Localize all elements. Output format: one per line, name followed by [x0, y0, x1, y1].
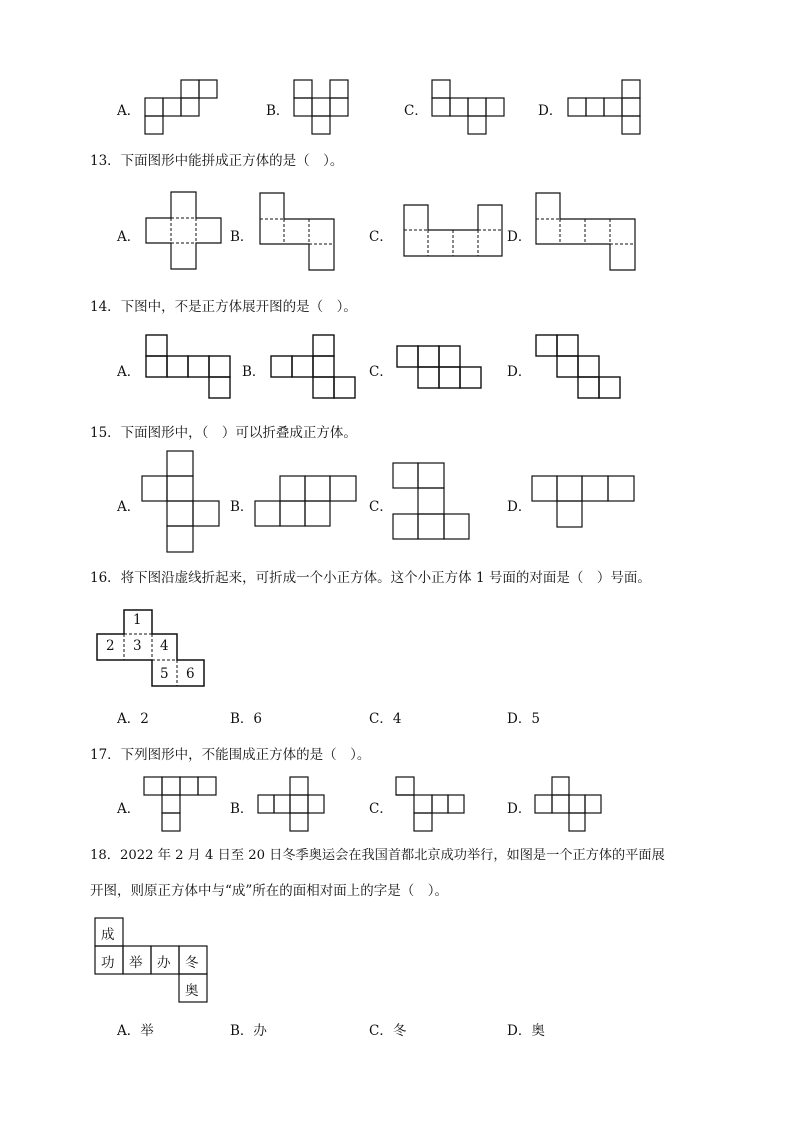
q15-net-c [393, 463, 469, 539]
q13-net-b [260, 193, 334, 270]
q14-option-d-label: D． [507, 364, 532, 380]
q13-net-c [404, 205, 502, 256]
q14-option-a-label: A． [117, 364, 141, 380]
q18-face-dong: 冬 [185, 955, 199, 971]
q12-net-a [145, 80, 217, 134]
q18-face-ao: 奥 [185, 983, 199, 999]
q12-net-d [568, 80, 640, 134]
q17-option-d-label: D． [507, 801, 532, 817]
q13-option-d-label: D． [507, 229, 532, 245]
q14-net-c [397, 346, 481, 388]
q15-option-a-label: A． [117, 499, 141, 515]
q16-choice-a: A．2 [117, 711, 149, 727]
q16-choice-b: B．6 [230, 711, 263, 727]
q14-net-b [271, 335, 355, 398]
q18-stem-line2: 开图，则原正方体中与“成”所在的面相对面上的字是（ ）。 [90, 883, 449, 899]
q12-option-c-label: C． [404, 103, 428, 119]
q15-option-b-label: B． [230, 499, 254, 515]
q12-option-a-label: A． [117, 103, 141, 119]
q13-option-a-label: A． [117, 229, 141, 245]
q17-net-b [258, 777, 324, 831]
q17-net-c [396, 777, 464, 831]
q12-option-d-label: D． [538, 103, 563, 119]
q18-choice-d: D．奥 [507, 1023, 545, 1039]
q18-face-cheng: 成 [101, 927, 115, 943]
q15-net-a [142, 451, 219, 552]
q18-face-ban: 办 [157, 955, 171, 971]
q14-stem: 14．下图中，不是正方体展开图的是（ ）。 [90, 299, 357, 315]
q16-face-4: 4 [160, 638, 169, 654]
q13-net-d [536, 193, 635, 270]
q16-face-1: 1 [133, 612, 142, 628]
q16-choice-c: C．4 [369, 711, 402, 727]
q17-stem: 17．下列图形中，不能围成正方体的是（ ）。 [90, 747, 371, 763]
q16-face-6: 6 [186, 666, 195, 682]
q13-option-b-label: B． [230, 229, 254, 245]
q13-net-a [146, 192, 221, 269]
q12-option-b-label: B． [266, 103, 290, 119]
q18-stem-line1: 18．2022 年 2 月 4 日至 20 日冬季奥运会在我国首都北京成功举行，如图是一个正方体的平面展 [90, 848, 665, 863]
q16-face-2: 2 [106, 638, 115, 654]
q15-option-d-label: D． [507, 499, 532, 515]
q16-face-5: 5 [160, 666, 169, 682]
q18-choice-b: B．办 [230, 1023, 267, 1039]
q17-option-c-label: C． [369, 801, 393, 817]
q13-option-c-label: C． [369, 229, 393, 245]
q18-face-gong: 功 [101, 955, 115, 971]
q17-option-b-label: B． [230, 801, 254, 817]
q14-net-d [536, 335, 620, 398]
q13-stem: 13．下面图形中能拼成正方体的是（ ）。 [90, 153, 344, 169]
q14-option-c-label: C． [369, 364, 393, 380]
q15-stem: 15．下面图形中，（ ）可以折叠成正方体。 [90, 425, 357, 441]
q16-stem: 16．将下图沿虚线折起来，可折成一个小正方体。这个小正方体 1 号面的对面是（ ）号面。 [90, 570, 651, 586]
q16-choice-d: D．5 [507, 711, 540, 727]
q12-net-b [294, 80, 348, 134]
q17-net-d [535, 777, 601, 831]
q14-option-b-label: B． [242, 364, 266, 380]
q15-net-b [255, 476, 356, 526]
q14-net-a [146, 335, 230, 398]
q18-face-ju: 举 [129, 955, 143, 971]
q17-net-a [144, 777, 216, 831]
q12-net-c [432, 80, 504, 134]
q18-choice-a: A．举 [117, 1023, 154, 1039]
q16-face-3: 3 [133, 638, 142, 654]
q15-net-d [532, 476, 634, 527]
q18-choice-c: C．冬 [369, 1023, 407, 1039]
q17-option-a-label: A． [117, 801, 141, 817]
q15-option-c-label: C． [369, 499, 393, 515]
